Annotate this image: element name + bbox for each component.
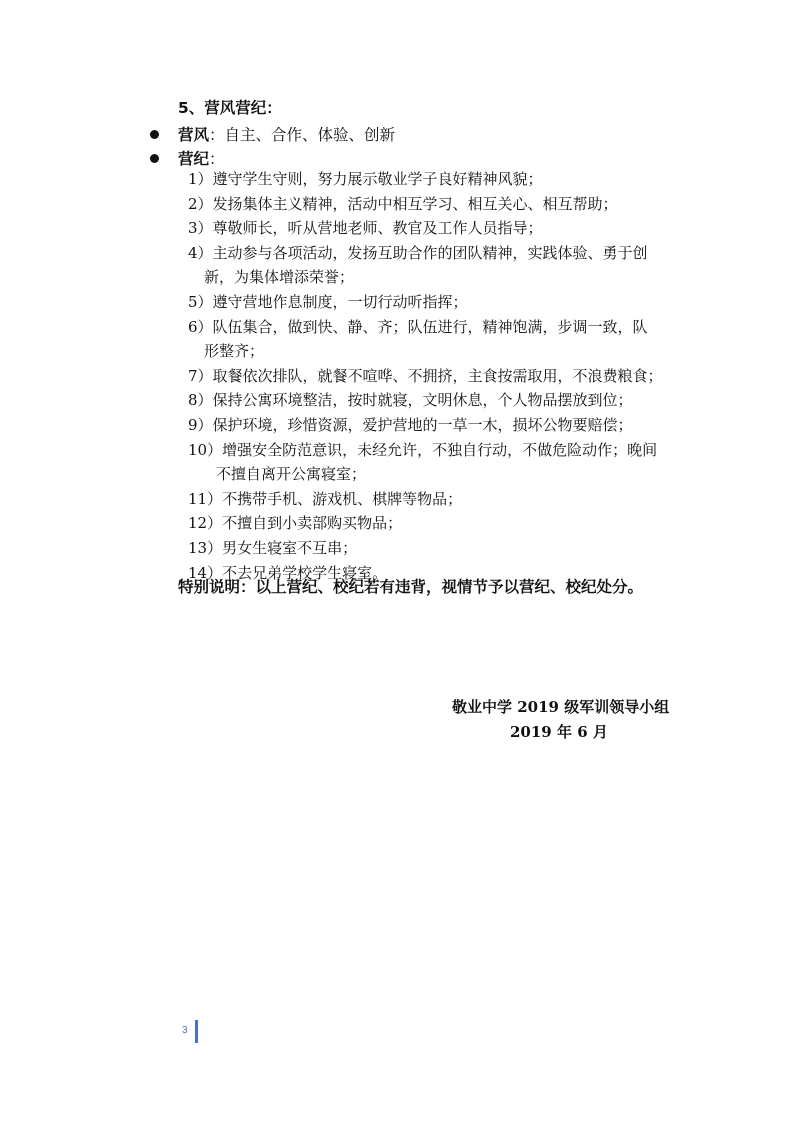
rule-number: 2） <box>188 194 213 213</box>
bullet-label: 营风 <box>178 126 210 144</box>
signature-date: 2019 年 6 月 <box>510 723 608 741</box>
bullet-label: 营纪 <box>178 150 210 168</box>
rule-text-continued: 新，为集体增添荣誉； <box>204 268 355 287</box>
rule-number: 6） <box>188 317 213 336</box>
page-number-bar <box>195 1020 198 1043</box>
rule-text: 男女生寝室不互串； <box>222 538 358 557</box>
bullet-text: ：自主、合作、体验、创新 <box>209 126 396 144</box>
rule-text: 保护环境，珍惜资源，爱护营地的一草一木，损坏公物要赔偿； <box>212 415 633 434</box>
rule-item <box>188 388 688 413</box>
signature-org: 敬业中学 2019 级军训领导小组 <box>452 698 670 716</box>
rule-number: 12） <box>188 514 223 533</box>
page-number: 3 <box>182 1025 188 1036</box>
bullet-item-discipline <box>150 147 225 169</box>
bullet-item-style <box>150 123 395 145</box>
rule-text: 增强安全防范意识，未经允许，不独自行动，不做危险动作；晚间 <box>222 440 658 459</box>
rule-item <box>188 315 688 364</box>
rule-text: 不携带手机、游戏机、棋牌等物品； <box>222 489 463 508</box>
rule-text-continued: 不擅自离开公寓寝室； <box>216 465 367 484</box>
rule-item <box>188 216 688 241</box>
rule-item <box>188 536 688 561</box>
rule-item <box>188 413 688 438</box>
bullet-dot-icon <box>150 130 159 139</box>
rule-item <box>188 438 688 487</box>
bullet-dot-icon <box>150 154 159 163</box>
rule-text: 发扬集体主义精神，活动中相互学习、相互关心、相互帮助； <box>212 194 618 213</box>
rule-item <box>188 511 688 536</box>
rule-number: 9） <box>188 415 213 434</box>
rule-number: 5） <box>188 292 213 311</box>
rules-list <box>188 167 688 585</box>
rule-item <box>188 364 688 389</box>
rule-text: 尊敬师长，听从营地老师、教官及工作人员指导； <box>212 219 543 238</box>
rule-number: 8） <box>188 391 213 410</box>
rule-text: 遵守营地作息制度，一切行动听指挥； <box>212 292 468 311</box>
rule-text: 不去兄弟学校学生寝室。 <box>222 563 388 582</box>
rule-text: 取餐依次排队，就餐不喧哗、不拥挤，主食按需取用，不浪费粮食； <box>212 366 663 385</box>
rule-text: 不擅自到小卖部购买物品； <box>222 514 403 533</box>
section-title: 5、营风营纪： <box>178 99 282 117</box>
rule-number: 4） <box>188 243 213 262</box>
rule-item <box>188 241 688 290</box>
rule-text: 遵守学生守则，努力展示敬业学子良好精神风貌； <box>212 170 543 188</box>
rule-text: 队伍集合，做到快、静、齐；队伍进行，精神饱满，步调一致，队 <box>212 317 648 336</box>
rule-number: 14） <box>188 563 223 582</box>
rule-number: 11） <box>188 489 223 508</box>
rule-text-continued: 形整齐； <box>204 342 265 361</box>
rule-text: 保持公寓环境整洁，按时就寝，文明休息，个人物品摆放到位； <box>212 391 633 410</box>
special-note: 特别说明：以上营纪、校纪若有违背，视情节予以营纪、校纪处分。 <box>178 578 644 596</box>
rule-number: 13） <box>188 538 223 557</box>
rule-item <box>188 487 688 512</box>
rule-item <box>188 290 688 315</box>
rule-item <box>188 192 688 217</box>
rule-item <box>188 167 688 192</box>
bullet-text: ： <box>209 150 225 168</box>
rule-number: 1） <box>188 170 213 188</box>
rule-number: 10） <box>188 440 223 459</box>
rule-number: 3） <box>188 219 213 238</box>
rule-text: 主动参与各项活动，发扬互助合作的团队精神，实践体验、勇于创 <box>212 243 648 262</box>
rule-number: 7） <box>188 366 213 385</box>
